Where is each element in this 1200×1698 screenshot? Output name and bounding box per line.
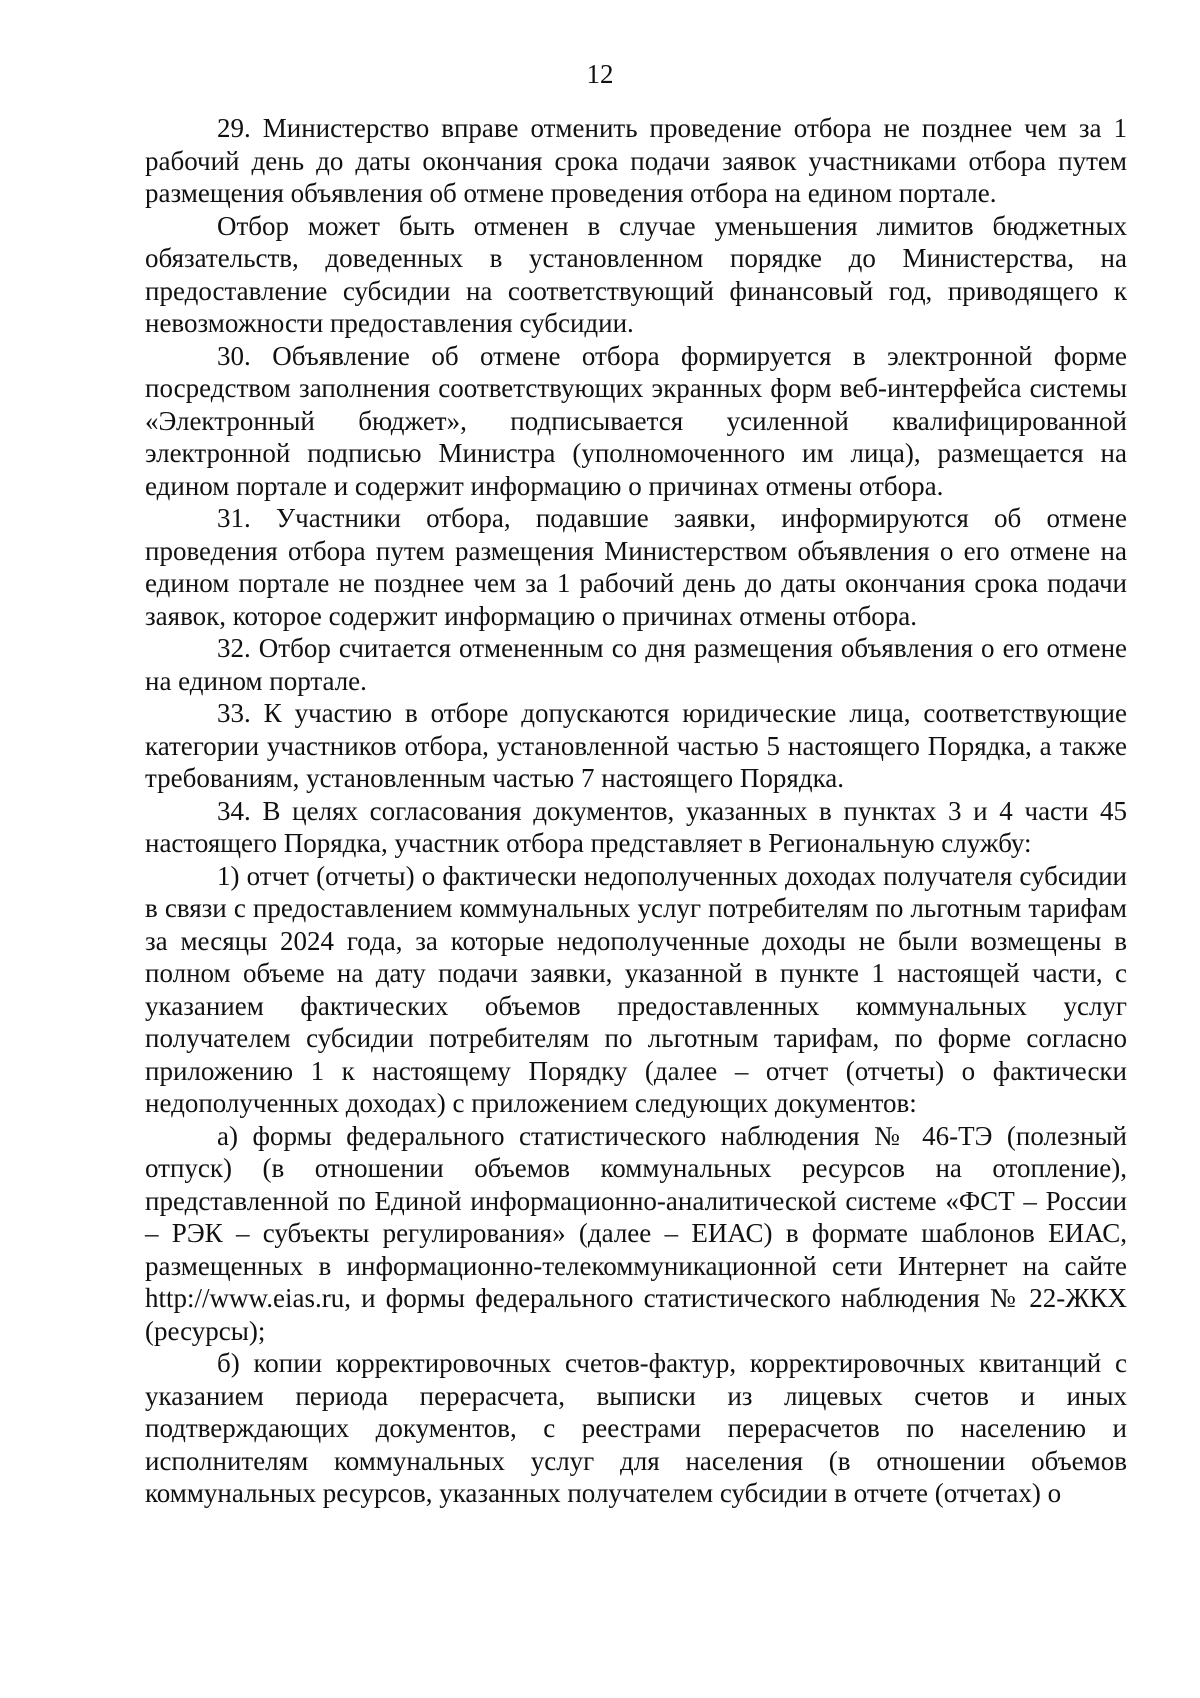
paragraph-32: 32. Отбор считается отмененным со дня размещения объявления о его отмене на едином портале. (145, 633, 1127, 696)
page-number: 12 (586, 59, 614, 89)
paragraph-31: 31. Участники отбора, подавшие заявки, информируются об отмене проведения отбора путем размещения Министерством объявления о его отмене на едином портале не позднее чем за 1 рабочий день до даты окончания срока подачи заявок, которое содержит информацию о причинах отмены отбора. (145, 503, 1127, 631)
document-body (145, 112, 1127, 1510)
paragraph-34-item-1-a: а) формы федерального статистического наблюдения № 46-ТЭ (полезный отпуск) (в отношении объемов коммунальных ресурсов на отопление), представленной по Единой информационно-аналитической системе «ФСТ – России – РЭК – субъекты регулирования» (далее – ЕИАС) в формате шаблонов ЕИАС, размещенных в информационно-телекоммуникационной сети Интернет на сайте http://www.eias.ru, и формы федерального статистического наблюдения № 22-ЖКХ (ресурсы); (145, 1120, 1127, 1346)
paragraph-34-item-1: 1) отчет (отчеты) о фактически недополученных доходах получателя субсидии в связи с предоставлением коммунальных услуг потребителям по льготным тарифам за месяцы 2024 года, за которые недополученные доходы не были возмещены в полном объеме на дату подачи заявки, указанной в пункте 1 настоящей части, с указанием фактических объемов предоставленных коммунальных услуг получателем субсидии потребителям по льготным тарифам, по форме согласно приложению 1 к настоящему Порядку (далее – отчет (отчеты) о фактически недополученных доходах) с приложением следующих документов: (145, 860, 1127, 1118)
paragraph-34-item-1-b: б) копии корректировочных счетов-фактур, корректировочных квитанций с указанием периода перерасчета, выписки из лицевых счетов и иных подтверждающих документов, с реестрами перерасчетов по населению и исполнителям коммунальных услуг для населения (в отношении объемов коммунальных ресурсов, указанных получателем субсидии в отчете (отчетах) о (145, 1348, 1127, 1508)
paragraph-29: 29. Министерство вправе отменить проведение отбора не позднее чем за 1 рабочий день до даты окончания срока подачи заявок участниками отбора путем размещения объявления об отмене проведения отбора на едином портале. (145, 113, 1127, 208)
paragraph-33: 33. К участию в отборе допускаются юридические лица, соответствующие категории участников отбора, установленной частью 5 настоящего Порядка, а также требованиям, установленным частью 7 настоящего Порядка. (145, 698, 1127, 793)
paragraph-29-cancellation-reason: Отбор может быть отменен в случае уменьшения лимитов бюджетных обязательств, доведенных в установленном порядке до Министерства, на предоставление субсидии на соответствующий финансовый год, приводящего к невозможности предоставления субсидии. (145, 210, 1127, 338)
paragraph-30: 30. Объявление об отмене отбора формируется в электронной форме посредством заполнения соответствующих экранных форм веб-интерфейса системы «Электронный бюджет», подписывается усиленной квалифицированной электронной подписью Министра (уполномоченного им лица), размещается на едином портале и содержит информацию о причинах отмены отбора. (145, 340, 1127, 501)
paragraph-34: 34. В целях согласования документов, указанных в пунктах 3 и 4 части 45 настоящего Порядка, участник отбора представляет в Региональную службу: (145, 795, 1127, 858)
